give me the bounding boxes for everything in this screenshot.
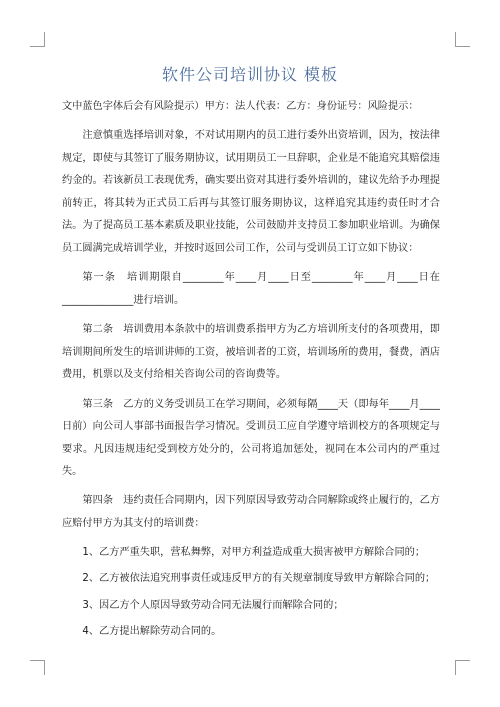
document-title: 软件公司培训协议 模板 [161, 65, 339, 84]
paragraph-article-4: 第四条 违约责任合同期内，因下列原因导致劳动合同解除或终止履行的，乙方应赔付甲方为其支付的培训费： [62, 495, 440, 529]
list-item: 2、乙方被依法追究刑事责任或违反甲方的有关规章制度导致甲方解除合同的； [82, 573, 436, 585]
crop-mark-bottom-left [30, 660, 45, 675]
paragraph-article-2: 第二条 培训费用本条款中的培训费系指甲方为乙方培训所支付的各项费用，即培训期间所发生的培训讲师的工资，被培训者的工资，培训场所的费用，餐费，酒店费用，机票以及支付给相关咨询公司的咨询费等。 [62, 324, 440, 381]
list-item: 4、乙方提出解除劳动合同的。 [82, 625, 222, 637]
paragraph-article-3: 第三条 乙方的义务受训员工在学习期间，必须每隔____天（即每年____月____日前）向公司人事部书面报告学习情况。受训员工应自学遵守培训校方的各项规定与要求。凡因违规违纪受到校方处分的，公司将追加惩处，视同在本公司内的严重过失。 [62, 398, 440, 478]
document-body [62, 96, 440, 647]
list-item: 1、乙方严重失职，营私舞弊，对甲方利益造成重大损害被甲方解除合同的； [82, 547, 426, 559]
crop-mark-top-left [30, 32, 45, 47]
list-item: 3、因乙方个人原因导致劳动合同无法履行而解除合同的； [82, 599, 344, 611]
crop-mark-bottom-right [455, 660, 470, 675]
paragraph-risk-note: 注意慎重选择培训对象，不对试用期内的员工进行委外出资培训，因为，按法律规定，即使与其签订了服务期协议，试用期员工一旦辞职，企业是不能追究其赔偿违约金的。若该新员工表现优秀，确实要出资对其进行委外培训的，建议先给予办理提前转正，将其转为正式员工后再与其签订服务期协议，这样追究其违约责任时才合法。为了提高员工基本素质及职业技能，公司鼓励并支持员工参加职业培训。为确保员工圆满完成培训学业，并按时返回公司工作，公司与受训员工订立如下协议： [62, 130, 440, 254]
crop-mark-top-right [455, 32, 470, 47]
paragraph-intro: 文中蓝色字体后会有风险提示）甲方：法人代表：乙方：身份证号：风险提示： [62, 101, 419, 112]
paragraph-article-1: 第一条 培训期限自________年____月____日至________年____月____日在______________进行培训。 [62, 272, 440, 306]
